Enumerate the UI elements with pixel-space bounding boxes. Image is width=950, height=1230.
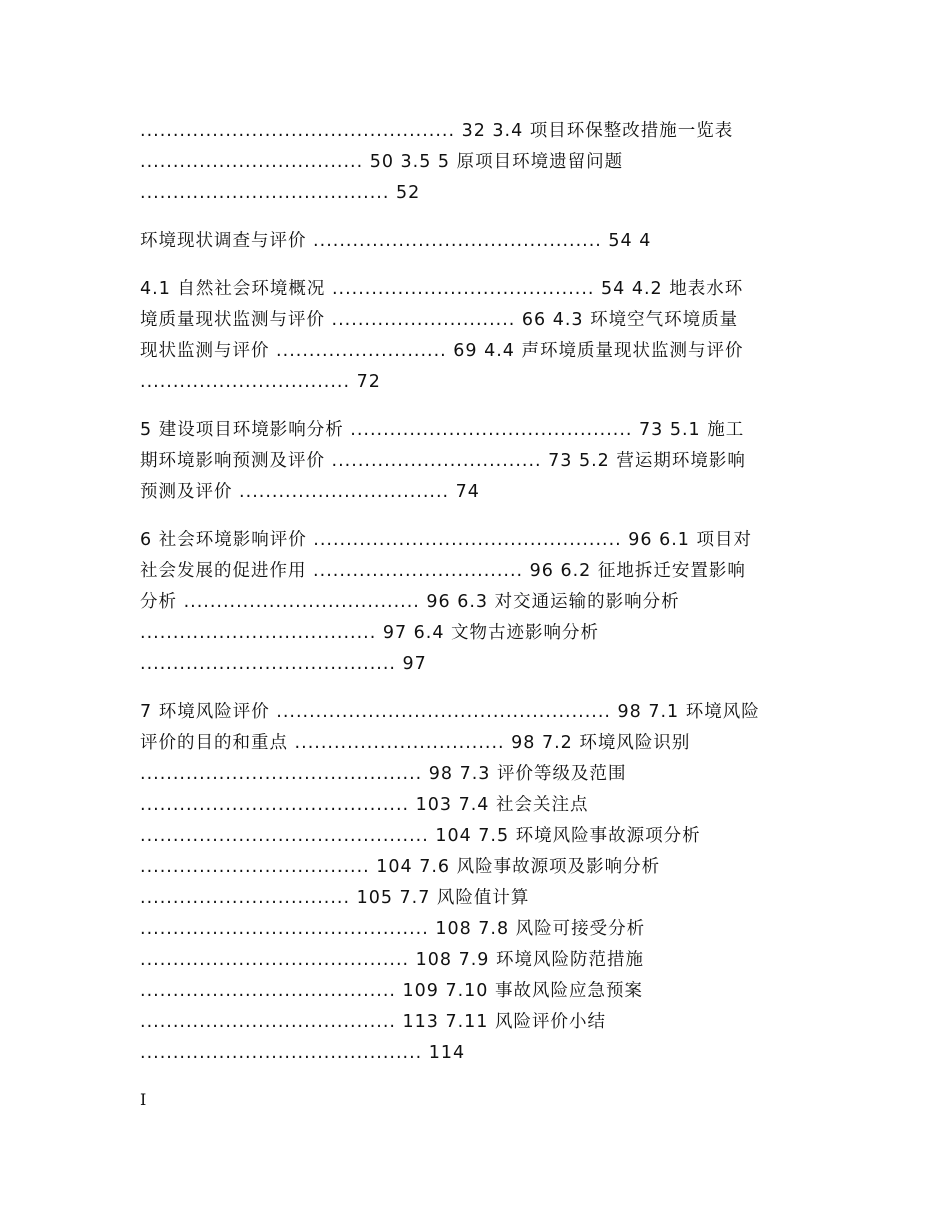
toc-block-7: [140, 697, 820, 1069]
toc-line: ................................... 104 7.6 风险事故源项及影响分析: [140, 857, 661, 877]
toc-line: 5 建设项目环境影响分析 ........................................... 73 5.1 施工: [140, 420, 745, 440]
toc-line: ........................................... 98 7.3 评价等级及范围: [140, 764, 627, 784]
toc-line: 社会发展的促进作用 ................................ 96 6.2 征地拆迁安置影响: [140, 561, 746, 581]
toc-line: 环境现状调查与评价 ............................................ 54 4: [140, 231, 652, 251]
toc-block-5: [140, 415, 820, 508]
toc-line: ................................................ 32 3.4 项目环保整改措施一览表: [140, 121, 734, 141]
toc-line: 期环境影响预测及评价 ................................ 73 5.2 营运期环境影响: [140, 451, 746, 471]
toc-block-4: [140, 274, 820, 398]
toc-block-6: [140, 525, 820, 680]
toc-line: 7 环境风险评价 ................................................... 98 7.1 环境风险: [140, 702, 760, 722]
toc-line: ................................ 105 7.7 风险值计算: [140, 888, 530, 908]
toc-block-4-heading: [140, 226, 820, 257]
toc-line: ......................................... 108 7.9 环境风险防范措施: [140, 950, 644, 970]
toc-line: 预测及评价 ................................ 74: [140, 482, 480, 502]
toc-line: ....................................... 97: [140, 654, 427, 674]
toc-line: ............................................ 108 7.8 风险可接受分析: [140, 919, 646, 939]
toc-line: ......................................... 103 7.4 社会关注点: [140, 795, 589, 815]
toc-line: ....................................... 109 7.10 事故风险应急预案: [140, 981, 644, 1001]
toc-line: 6 社会环境影响评价 ............................................... 96 6.1 项目对: [140, 530, 752, 550]
toc-line: 评价的目的和重点 ................................ 98 7.2 环境风险识别: [140, 733, 691, 753]
toc-line: ...................................... 52: [140, 183, 421, 203]
table-of-contents: [140, 116, 820, 1086]
toc-line: 4.1 自然社会环境概况 ........................................ 54 4.2 地表水环: [140, 279, 744, 299]
toc-line: 现状监测与评价 .......................... 69 4.4 声环境质量现状监测与评价: [140, 341, 744, 361]
toc-line: ....................................... 113 7.11 风险评价小结: [140, 1012, 607, 1032]
toc-line: 境质量现状监测与评价 ............................ 66 4.3 环境空气环境质量: [140, 310, 739, 330]
toc-line: .................................. 50 3.5 5 原项目环境遗留问题: [140, 152, 624, 172]
toc-block-3: [140, 116, 820, 209]
toc-line: ........................................... 114: [140, 1043, 466, 1063]
toc-line: ................................ 72: [140, 372, 381, 392]
toc-line: .................................... 97 6.4 文物古迹影响分析: [140, 623, 600, 643]
toc-line: ............................................ 104 7.5 环境风险事故源项分析: [140, 826, 701, 846]
toc-line: 分析 .................................... 96 6.3 对交通运输的影响分析: [140, 592, 680, 612]
page-number: I: [140, 1090, 147, 1109]
